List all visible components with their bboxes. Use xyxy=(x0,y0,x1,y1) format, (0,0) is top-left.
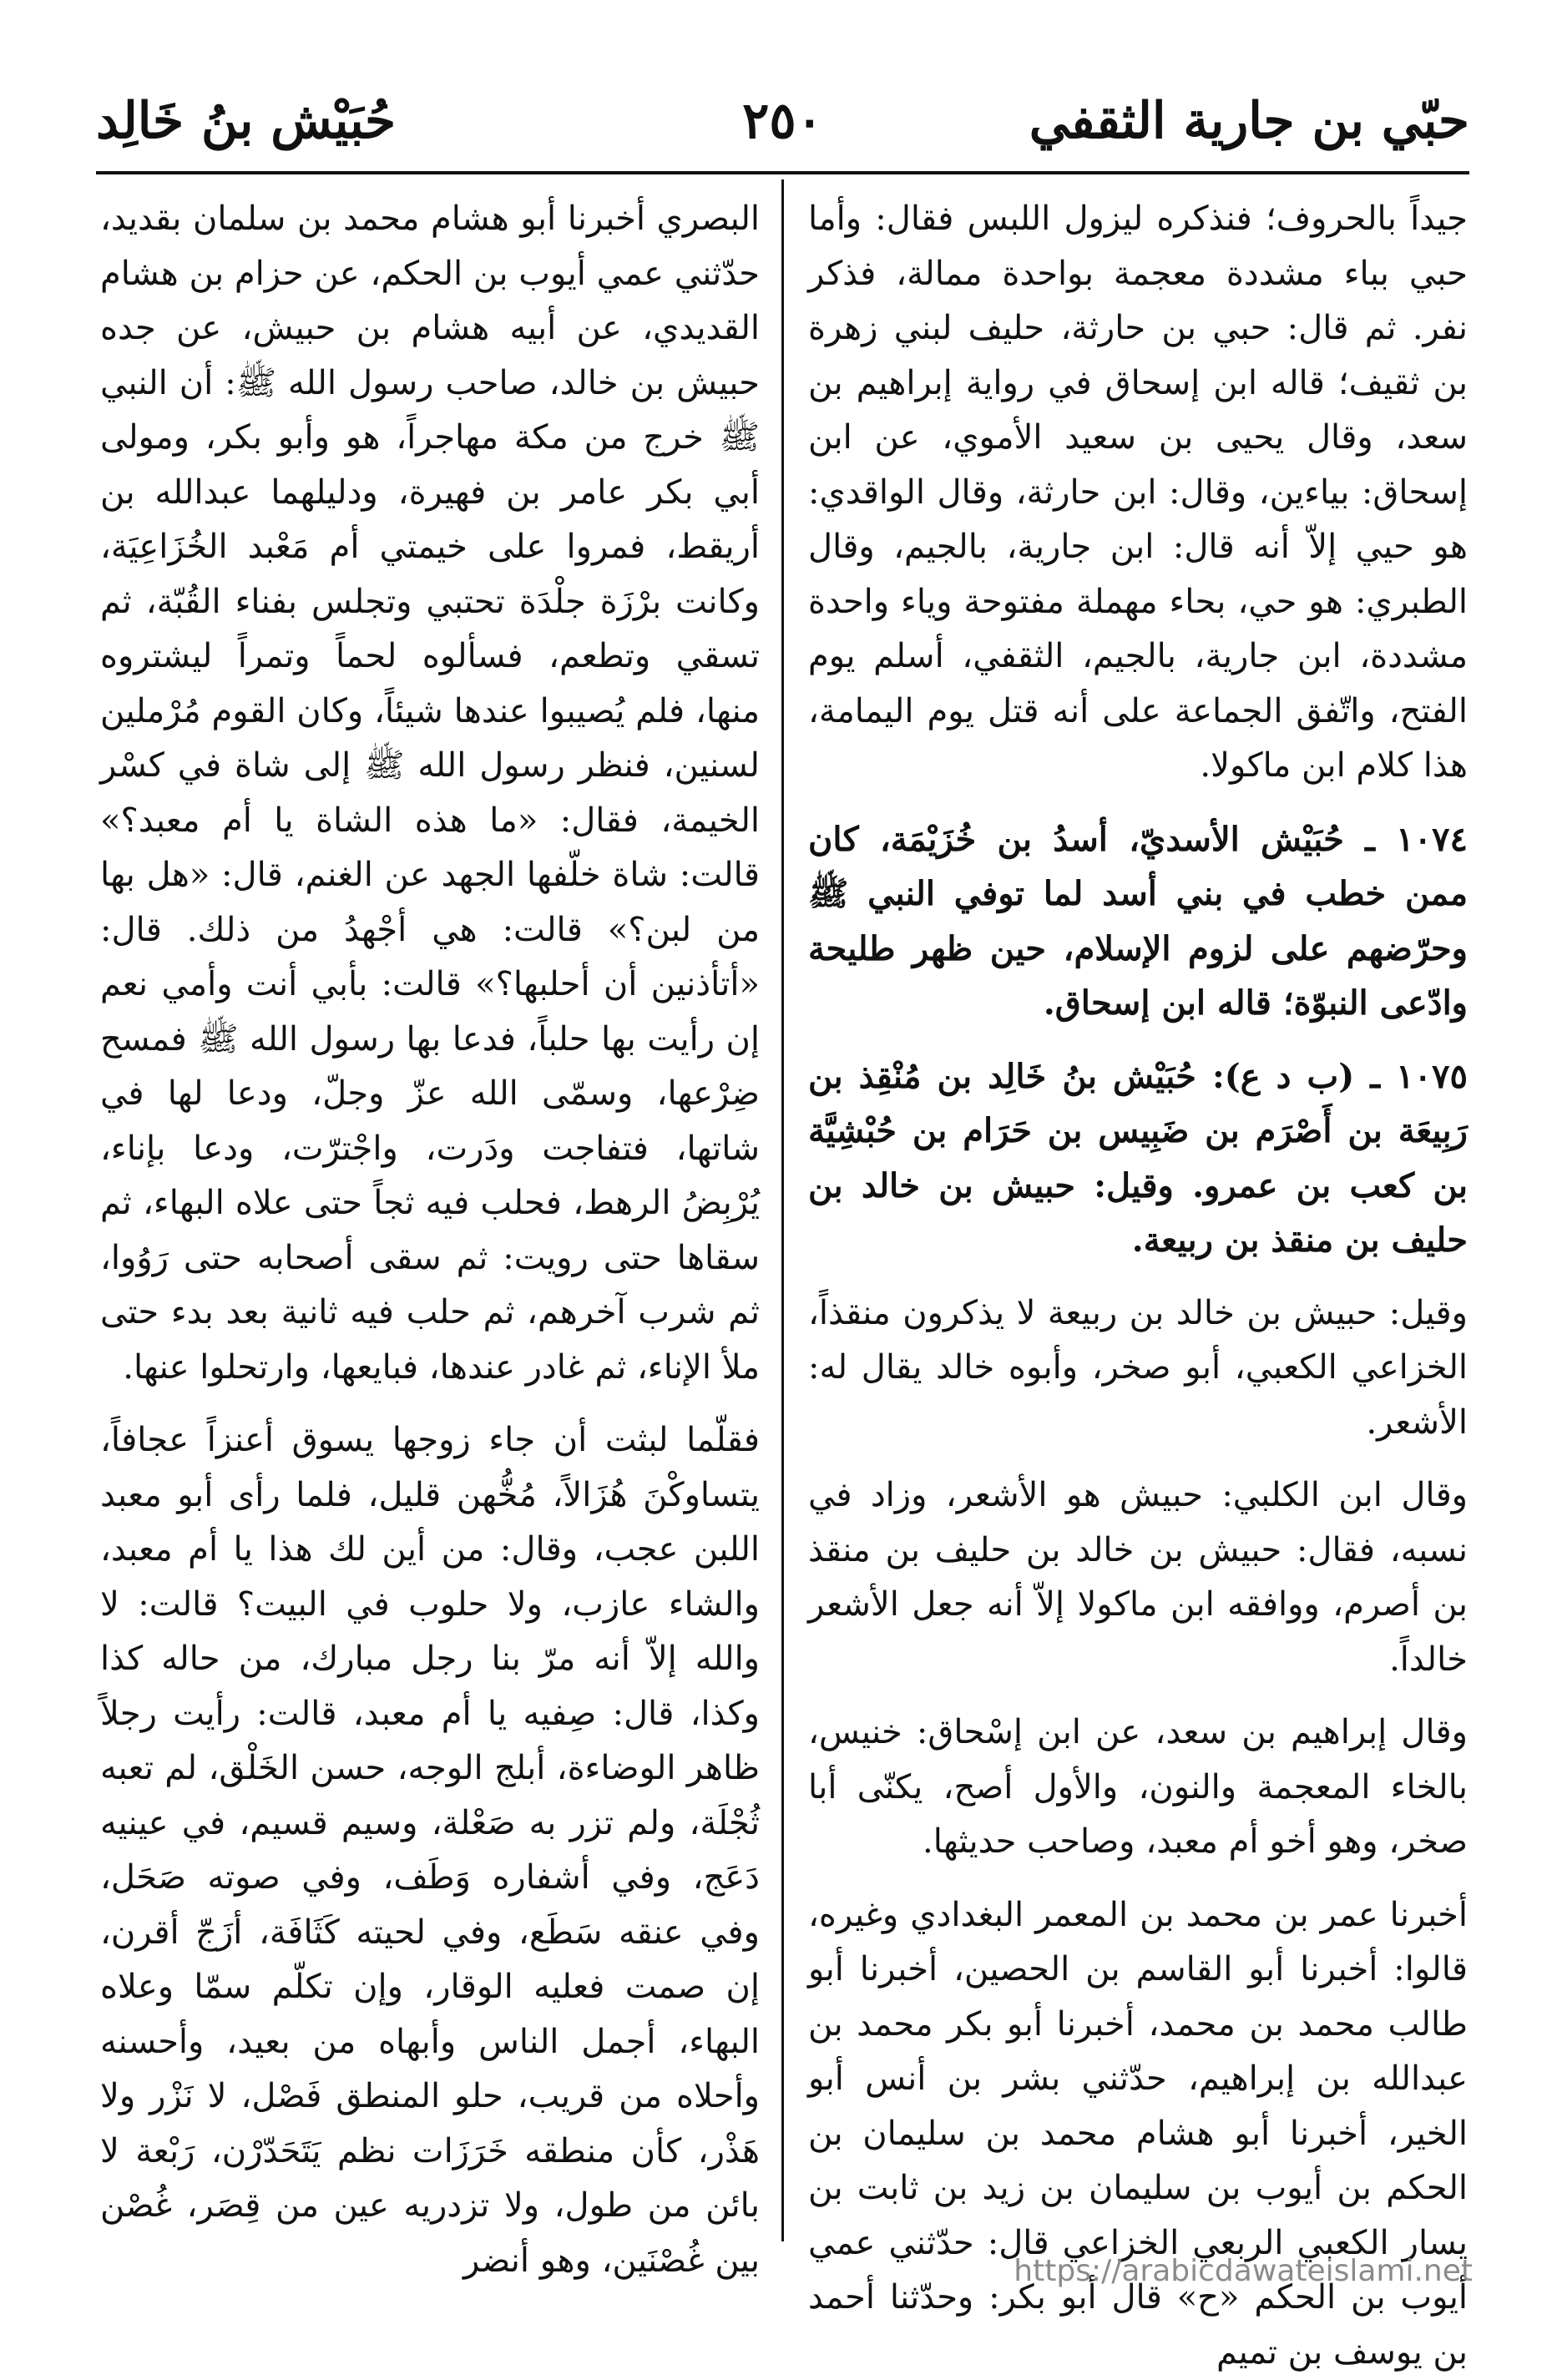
paragraph: وقال ابن الكلبي: حبيش هو الأشعر، وزاد في نسبه، فقال: حبيش بن خالد بن حليف بن منقذ بن أصرم، ووافقه ابن ماكولا إلاّ أنه جعل الأشعر خالداً. xyxy=(808,1468,1468,1687)
page-header xyxy=(96,92,1469,175)
page-number: ٢٥٠ xyxy=(96,92,1469,150)
watermark-url: https://arabicdawateislami.net xyxy=(1014,2254,1473,2288)
paragraph: وقال إبراهيم بن سعد، عن ابن إسْحاق: خنيس، بالخاء المعجمة والنون، والأول أصح، يكنّى أبا صخر، وهو أخو أم معبد، وصاحب حديثها. xyxy=(808,1705,1468,1870)
header-rule xyxy=(96,171,1469,174)
paragraph: البصري أخبرنا أبو هشام محمد بن سلمان بقديد، حدّثني عمي أيوب بن الحكم، عن حزام بن هشام القديدي، عن أبيه هشام بن حبيش، عن جده حبيش بن خالد، صاحب رسول الله ﷺ: أن النبي ﷺ خرج من مكة مهاجراً، هو وأبو بكر، ومولى أبي بكر عامر بن فهيرة، ودليلهما عبدالله بن أريقط، فمروا على خيمتي أم مَعْبد الخُزَاعِيَة، وكانت برْزَة جلْدَة تحتبي وتجلس بفناء القُبّة، ثم تسقي وتطعم، فسألوه لحماً وتمراً ليشتروه منها، فلم يُصيبوا عندها شيئاً، وكان القوم مُرْملين لسنين، فنظر رسول الله ﷺ إلى شاة في كسْر الخيمة، فقال: «ما هذه الشاة يا أم معبد؟» قالت: شاة خلّفها الجهد عن الغنم، قال: «هل بها من لبن؟» قالت: هي أجْهدُ من ذلك. قال: «أتأذنين أن أحلبها؟» قالت: بأبي أنت وأمي نعم إن رأيت بها حلباً، فدعا بها رسول الله ﷺ فمسح ضِرْعها، وسمّى الله عزّ وجلّ، ودعا لها في شاتها، فتفاجت ودَرت، واجْترّت، ودعا بإناء، يُرْبِضُ الرهط، فحلب فيه ثجاً حتى علاه البهاء، ثم سقاها حتى رويت: ثم سقى أصحابه حتى رَوُوا، ثم شرب آخرهم، ثم حلب فيه ثانية بعد بدء حتى ملأ الإناء، ثم غادر عندها، فبايعها، وارتحلوا عنها. xyxy=(100,192,760,1395)
paragraph: وقيل: حبيش بن خالد بن ربيعة لا يذكرون منقذاً، الخزاعي الكعبي، أبو صخر، وأبوه خالد يقال له: الأشعر. xyxy=(808,1286,1468,1451)
left-column xyxy=(100,192,760,2288)
paragraph: فقلّما لبثت أن جاء زوجها يسوق أعنزاً عجافاً، يتساوكْنَ هُزَالاً، مُخُّهن قليل، فلما رأى أبو معبد اللبن عجب، وقال: من أين لك هذا يا أم معبد، والشاء عازب، ولا حلوب في البيت؟ قالت: لا والله إلاّ أنه مرّ بنا رجل مبارك، من حاله كذا وكذا، قال: صِفيه يا أم معبد، قالت: رأيت رجلاً ظاهر الوضاءة، أبلج الوجه، حسن الخَلْق، لم تعبه ثُجْلَة، ولم تزر به صَعْلة، وسيم قسيم، في عينيه دَعَج، وفي أشفاره وَطَف، وفي صوته صَحَل، وفي عنقه سَطَع، وفي لحيته كَثَافَة، أزَجّ أقرن، إن صمت فعليه الوقار، وإن تكلّم سمّا وعلاه البهاء، أجمل الناس وأبهاه من بعيد، وأحسنه وأحلاه من قريب، حلو المنطق فَصْل، لا نَزْر ولا هَذْر، كأن منطقه خَرَزَات نظم يَتَحَدّرْن، رَبْعة لا بائن من طول، ولا تزدريه عين من قِصَر، غُصْن بين غُصْنَين، وهو أنضر xyxy=(100,1413,760,2288)
right-column xyxy=(808,192,1468,2380)
paragraph: أخبرنا عمر بن محمد بن المعمر البغدادي وغيره، قالوا: أخبرنا أبو القاسم بن الحصين، أخبرنا أبو طالب محمد بن محمد، أخبرنا أبو بكر محمد بن عبدالله بن إبراهيم، حدّثني بشر بن أنس أبو الخير، أخبرنا أبو هشام محمد بن سليمان بن الحكم بن أيوب بن سليمان بن زيد بن ثابت بن يسار الكعبي الربعي الخزاعي قال: حدّثني عمي أيوب بن الحكم «ح» قال أبو بكر: وحدّثنا أحمد بن يوسف بن تميم xyxy=(808,1888,1468,2380)
entry-1074: ١٠٧٤ ـ حُبَيْش الأسديّ، أسدُ بن خُزَيْمَة، كان ممن خطب في بني أسد لما توفي النبي ﷺ وحرّضهم على لزوم الإسلام، حين ظهر طليحة وادّعى النبوّة؛ قاله ابن إسحاق. xyxy=(808,812,1468,1031)
paragraph: جيداً بالحروف؛ فنذكره ليزول اللبس فقال: وأما حبي بباء مشددة معجمة بواحدة ممالة، فذكر نفر. ثم قال: حبي بن حارثة، حليف لبني زهرة بن ثقيف؛ قاله ابن إسحاق في رواية إبراهيم بن سعد، وقال يحيى بن سعيد الأموي، عن ابن إسحاق: بياءين، وقال: ابن حارثة، وقال الواقدي: هو حيي إلاّ أنه قال: ابن جارية، بالجيم، وقال الطبري: هو حي، بحاء مهملة مفتوحة وياء واحدة مشددة، ابن جارية، بالجيم، الثقفي، أسلم يوم الفتح، واتّفق الجماعة على أنه قتل يوم اليمامة، هذا كلام ابن ماكولا. xyxy=(808,192,1468,794)
column-divider xyxy=(781,179,784,2241)
running-title-left: حُبَيْش بنُ خَالِد xyxy=(96,92,396,150)
running-title-right: حبّي بن جارية الثقفي xyxy=(1029,92,1469,150)
entry-1075: ١٠٧٥ ـ (ب د ع): حُبَيْش بنُ خَالِد بن مُنْقِذ بن رَبِيعَة بن أَصْرَم بن ضَبِيس بن حَرَام بن حُبْشِيَّة بن كعب بن عمرو. وقيل: حبيش بن خالد بن حليف بن منقذ بن ربيعة. xyxy=(808,1049,1468,1268)
